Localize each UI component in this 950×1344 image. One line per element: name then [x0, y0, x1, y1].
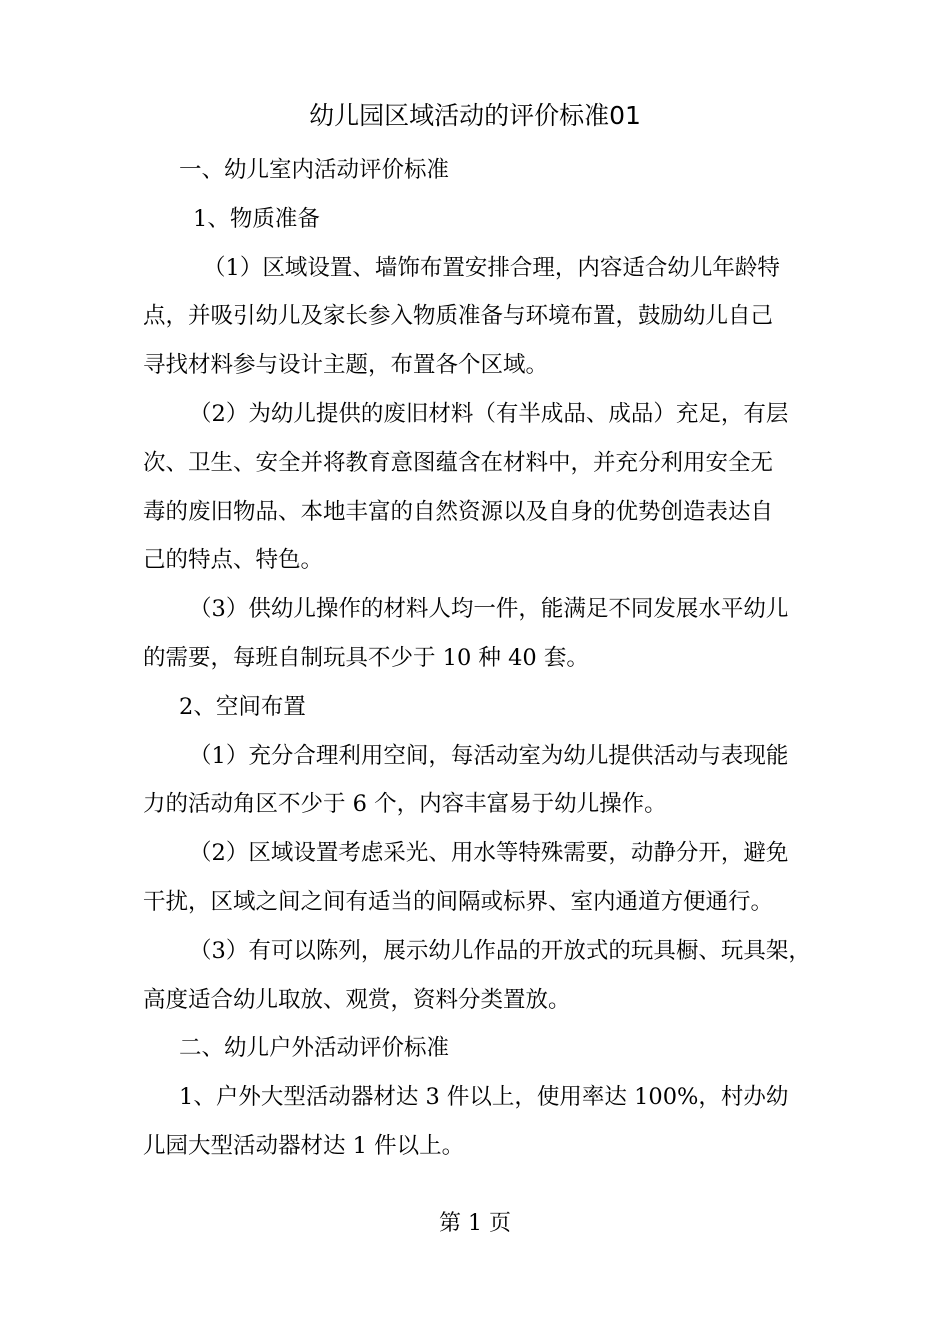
paragraph-line: 点，并吸引幼儿及家长参入物质准备与环境布置，鼓励幼儿自己	[143, 303, 774, 330]
paragraph-line: （3）有可以陈列，展示幼儿作品的开放式的玩具橱、玩具架，	[189, 937, 811, 964]
paragraph-line: （1）区域设置、墙饰布置安排合理，内容适合幼儿年龄特	[203, 254, 780, 281]
section-heading-outdoor: 二、幼儿户外活动评价标准	[179, 1035, 450, 1062]
paragraph-line: （3）供幼儿操作的材料人均一件，能满足不同发展水平幼儿	[189, 596, 789, 623]
paragraph-line: 干扰，区域之间之间有适当的间隔或标界、室内通道方便通行。	[143, 888, 774, 915]
paragraph-line: （1）充分合理利用空间，每活动室为幼儿提供活动与表现能	[189, 742, 789, 769]
paragraph-line: 己的特点、特色。	[143, 547, 324, 574]
paragraph-line: （2）区域设置考虑采光、用水等特殊需要，动静分开，避免	[189, 840, 789, 867]
subsection-heading-space: 2、空间布置	[179, 693, 306, 720]
subsection-heading-materials: 1、物质准备	[193, 205, 320, 232]
document-title: 幼儿园区域活动的评价标准01	[309, 101, 641, 130]
paragraph-line: （2）为幼儿提供的废旧材料（有半成品、成品）充足，有层	[189, 400, 789, 427]
paragraph-line: 力的活动角区不少于 6 个，内容丰富易于幼儿操作。	[143, 791, 667, 818]
paragraph-line: 毒的废旧物品、本地丰富的自然资源以及自身的优势创造表达自	[143, 498, 774, 525]
paragraph-line: 1、户外大型活动器材达 3 件以上，使用率达 100%，村办幼	[179, 1084, 789, 1111]
page-number: 第 1 页	[439, 1211, 511, 1236]
paragraph-line: 的需要，每班自制玩具不少于 10 种 40 套。	[143, 644, 589, 671]
document-body	[143, 146, 815, 1171]
paragraph-line: 寻找材料参与设计主题，布置各个区域。	[143, 352, 549, 379]
paragraph-line: 次、卫生、安全并将教育意图蕴含在材料中，并充分利用安全无	[143, 449, 774, 476]
section-heading-indoor: 一、幼儿室内活动评价标准	[179, 157, 450, 183]
paragraph-line: 儿园大型活动器材达 1 件以上。	[143, 1132, 465, 1159]
paragraph-line: 高度适合幼儿取放、观赏，资料分类置放。	[143, 986, 571, 1013]
